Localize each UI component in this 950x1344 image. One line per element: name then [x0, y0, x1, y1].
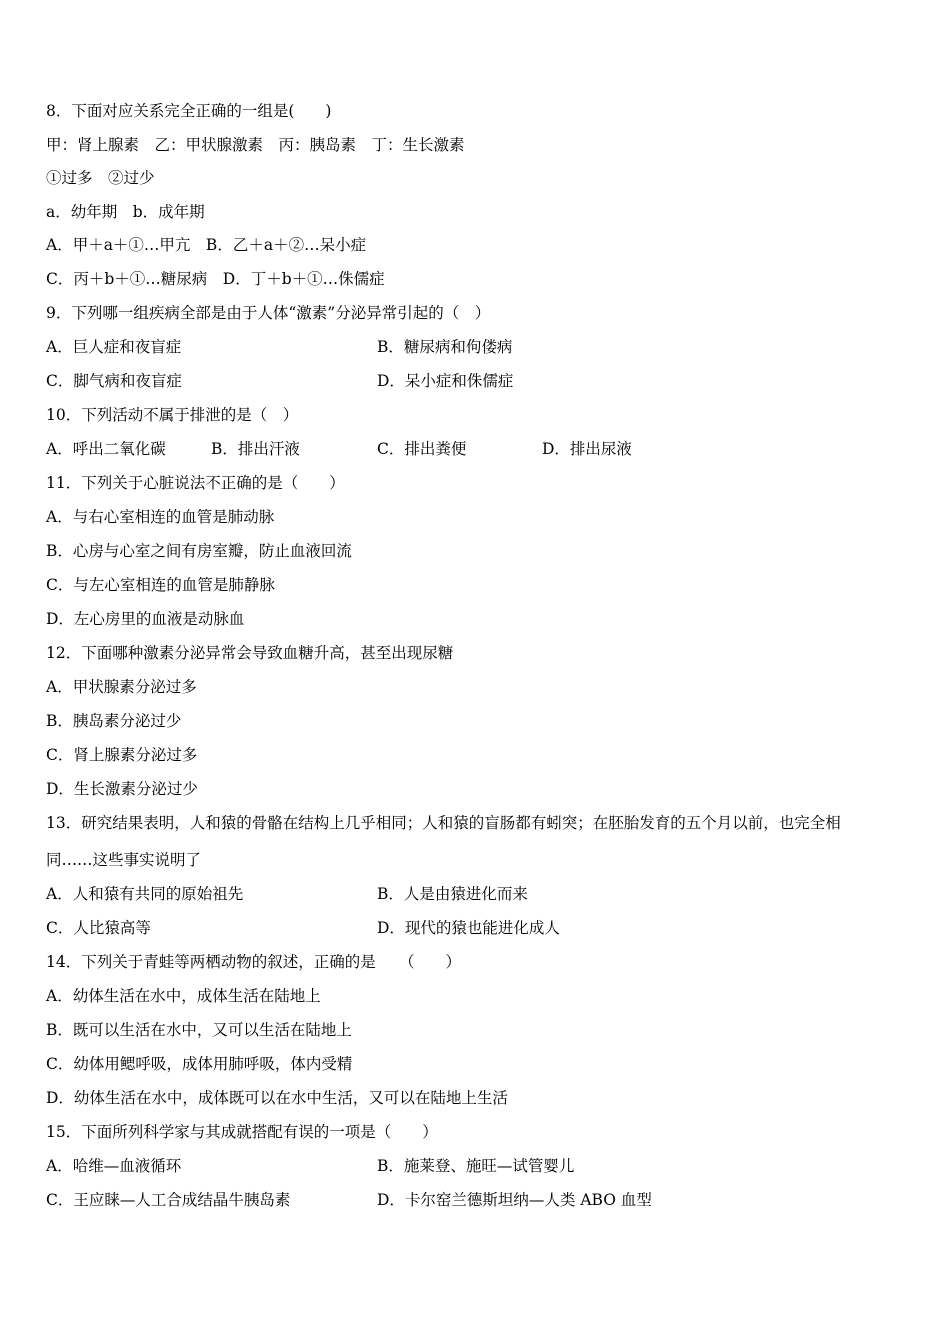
q13-option-b: B．人是由猿进化而来: [377, 885, 528, 903]
q15-option-c: C．王应睐—人工合成结晶牛胰岛素: [46, 1191, 291, 1209]
q11-option-b: B．心房与心室之间有房室瓣，防止血液回流: [46, 542, 352, 560]
q12-option-b: B．胰岛素分泌过少: [46, 712, 182, 730]
q15-option-d: D．卡尔窑兰德斯坦纳—人类 ABO 血型: [377, 1191, 652, 1209]
q11-option-c: C．与左心室相连的血管是肺静脉: [46, 576, 275, 594]
q12-option-a: A．甲状腺素分泌过多: [46, 678, 197, 696]
q8-hormones-line: 甲：肾上腺素 乙：甲状腺激素 丙：胰岛素 丁：生长激素: [46, 136, 465, 154]
q11-option-d: D．左心房里的血液是动脉血: [46, 610, 245, 628]
q13-option-c: C．人比猿高等: [46, 919, 151, 937]
q9-stem: 9．下列哪一组疾病全部是由于人体“激素”分泌异常引起的（ ）: [46, 304, 491, 322]
q9-option-d: D．呆小症和侏儒症: [377, 372, 514, 390]
q10-option-a: A．呼出二氧化碳: [46, 440, 166, 458]
q14-stem: 14．下列关于青蛙等两栖动物的叙述，正确的是 （ ）: [46, 953, 461, 971]
q9-option-c: C．脚气病和夜盲症: [46, 372, 182, 390]
q9-option-b: B．糖尿病和佝偻病: [377, 338, 513, 356]
q9-option-a: A．巨人症和夜盲症: [46, 338, 182, 356]
q13-option-d: D．现代的猿也能进化成人: [377, 919, 560, 937]
q11-stem: 11．下列关于心脏说法不正确的是（ ）: [46, 474, 345, 492]
q15-option-b: B．施莱登、施旺—试管婴儿: [377, 1157, 575, 1175]
q8-option-cd: C．丙＋b＋①…糖尿病 D．丁＋b＋①…侏儒症: [46, 270, 385, 288]
q14-option-d: D．幼体生活在水中，成体既可以在水中生活，又可以在陆地上生活: [46, 1089, 508, 1107]
q12-stem: 12．下面哪种激素分泌异常会导致血糖升高，甚至出现尿糖: [46, 644, 454, 662]
q10-option-c: C．排出粪便: [377, 440, 467, 458]
q13-option-a: A．人和猿有共同的原始祖先: [46, 885, 244, 903]
q13-stem-line2: 同……这些事实说明了: [46, 851, 202, 869]
q12-option-d: D．生长激素分泌过少: [46, 780, 198, 798]
q8-stem: 8．下面对应关系完全正确的一组是( ): [46, 102, 332, 120]
q8-amount-line: ①过多 ②过少: [46, 169, 155, 187]
q13-stem-line1: 13．研究结果表明，人和猿的骨骼在结构上几乎相同；人和猿的盲肠都有蚓突；在胚胎发育的五个月以前，也完全相: [46, 814, 841, 832]
q14-option-a: A．幼体生活在水中，成体生活在陆地上: [46, 987, 321, 1005]
q8-age-line: a．幼年期 b．成年期: [46, 203, 205, 221]
q10-stem: 10．下列活动不属于排泄的是（ ）: [46, 406, 299, 424]
q15-stem: 15．下面所列科学家与其成就搭配有误的一项是（ ）: [46, 1123, 438, 1141]
q11-option-a: A．与右心室相连的血管是肺动脉: [46, 508, 275, 526]
q10-option-b: B．排出汗液: [211, 440, 300, 458]
q10-option-d: D．排出尿液: [542, 440, 632, 458]
q8-option-ab: A．甲＋a＋①…甲亢 B．乙＋a＋②…呆小症: [46, 236, 367, 254]
q15-option-a: A．哈维—血液循环: [46, 1157, 182, 1175]
q14-option-c: C．幼体用鳃呼吸，成体用肺呼吸，体内受精: [46, 1055, 353, 1073]
q12-option-c: C．肾上腺素分泌过多: [46, 746, 198, 764]
q14-option-b: B．既可以生活在水中，又可以生活在陆地上: [46, 1021, 352, 1039]
